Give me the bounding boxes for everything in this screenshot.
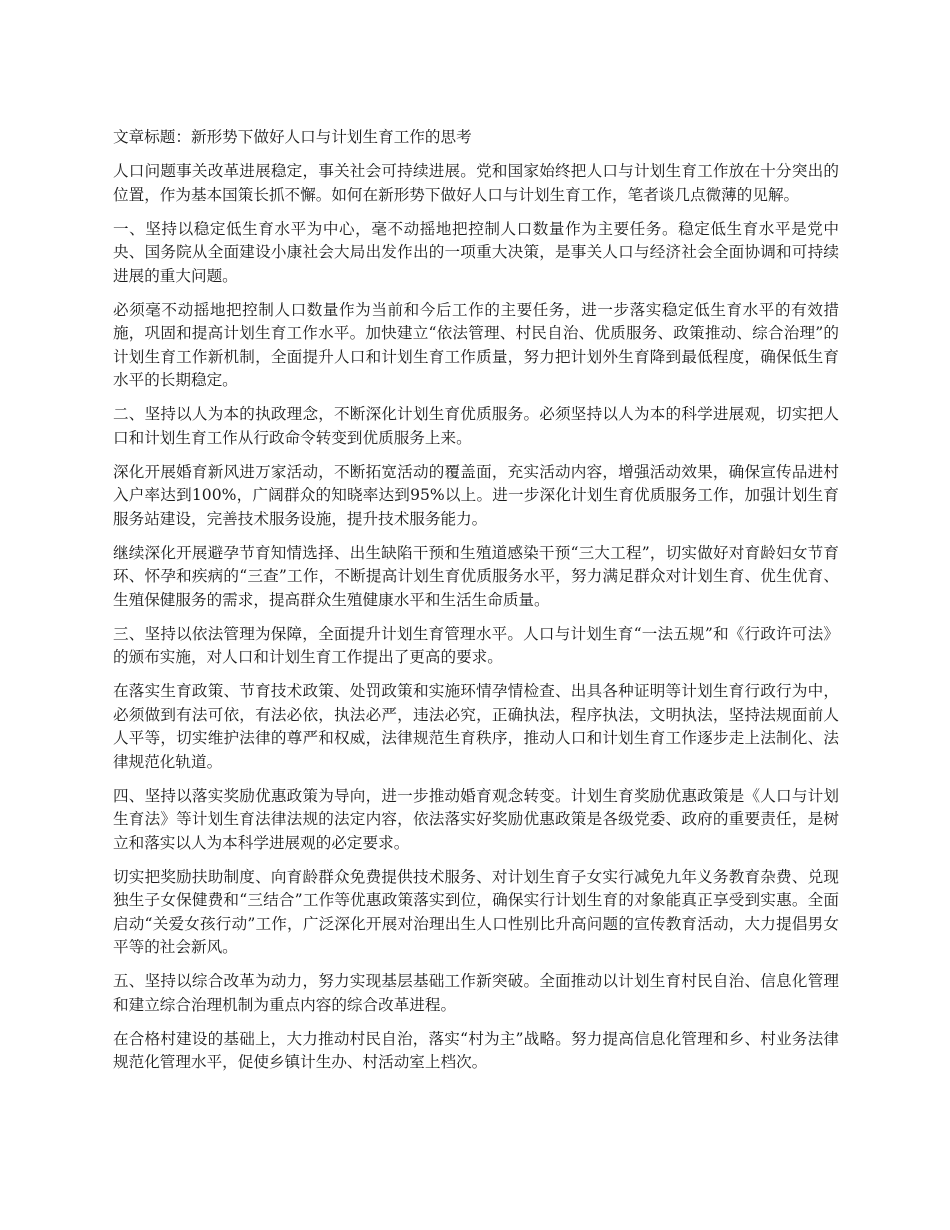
paragraph-section-5-body: 在合格村建设的基础上，大力推动村民自治，落实“村为主”战略。努力提高信息化管理和乡、村业务法律规范化管理水平，促使乡镇计生办、村活动室上档次。 (113, 1029, 839, 1071)
paragraph-section-4-heading: 四、坚持以落实奖励优惠政策为导向，进一步推动婚育观念转变。计划生育奖励优惠政策是《人口与计划生育法》等计划生育法律法规的法定内容，依法落实好奖励优惠政策是各级党委、政府的重要责任，是树立和落实以人为本科学进展观的必定要求。 (113, 786, 839, 852)
paragraph-section-2-heading: 二、坚持以人为本的执政理念，不断深化计划生育优质服务。必须坚持以人为本的科学进展观，切实把人口和计划生育工作从行政命令转变到优质服务上来。 (113, 405, 839, 447)
paragraph-section-4-body: 切实把奖励扶助制度、向育龄群众免费提供技术服务、对计划生育子女实行减免九年义务教育杂费、兑现独生子女保健费和“三结合”工作等优惠政策落实到位，确保实行计划生育的对象能真正享受到实惠。全面启动“关爱女孩行动”工作，广泛深化开展对治理出生人口性别比升高问题的宣传教育活动，大力提倡男女平等的社会新风。 (113, 867, 839, 956)
paragraph-section-1-body: 必须毫不动摇地把控制人口数量作为当前和今后工作的主要任务，进一步落实稳定低生育水平的有效措施，巩固和提高计划生育工作水平。加快建立“依法管理、村民自治、优质服务、政策推动、综合治理”的计划生育工作新机制，全面提升人口和计划生育工作质量，努力把计划外生育降到最低程度，确保低生育水平的长期稳定。 (113, 300, 839, 389)
paragraph-section-2-body-b: 继续深化开展避孕节育知情选择、出生缺陷干预和生殖道感染干预“三大工程”，切实做好对育龄妇女节育环、怀孕和疾病的“三查”工作，不断提高计划生育优质服务水平，努力满足群众对计划生育、优生优育、生殖保健服务的需求，提高群众生殖健康水平和生活生命质量。 (113, 543, 839, 609)
paragraph-section-1-heading: 一、坚持以稳定低生育水平为中心，毫不动摇地把控制人口数量作为主要任务。稳定低生育水平是党中央、国务院从全面建设小康社会大局出发作出的一项重大决策，是事关人口与经济社会全面协调和可持续进展的重大问题。 (113, 219, 839, 285)
paragraph-section-3-heading: 三、坚持以依法管理为保障，全面提升计划生育管理水平。人口与计划生育“一法五规”和《行政许可法》的颁布实施，对人口和计划生育工作提出了更高的要求。 (113, 624, 839, 666)
document-body (113, 126, 839, 1085)
paragraph-section-2-body-a: 深化开展婚育新风进万家活动，不断拓宽活动的覆盖面，充实活动内容，增强活动效果，确保宣传品进村入户率达到100%，广阔群众的知晓率达到95%以上。进一步深化计划生育优质服务工作，加强计划生育服务站建设，完善技术服务设施，提升技术服务能力。 (113, 462, 839, 528)
paragraph-section-5-heading: 五、坚持以综合改革为动力，努力实现基层基础工作新突破。全面推动以计划生育村民自治、信息化管理和建立综合治理机制为重点内容的综合改革进程。 (113, 972, 839, 1014)
paragraph-intro: 人口问题事关改革进展稳定，事关社会可持续进展。党和国家始终把人口与计划生育工作放在十分突出的位置，作为基本国策长抓不懈。如何在新形势下做好人口与计划生育工作，笔者谈几点微薄的见解。 (113, 162, 839, 204)
paragraph-section-3-body: 在落实生育政策、节育技术政策、处罚政策和实施环情孕情检查、出具各种证明等计划生育行政行为中，必须做到有法可依，有法必依，执法必严，违法必究，正确执法，程序执法，文明执法，坚持法规面前人人平等，切实维护法律的尊严和权威，法律规范生育秩序，推动人口和计划生育工作逐步走上法制化、法律规范化轨道。 (113, 682, 839, 771)
article-title: 文章标题：新形势下做好人口与计划生育工作的思考 (113, 128, 472, 146)
